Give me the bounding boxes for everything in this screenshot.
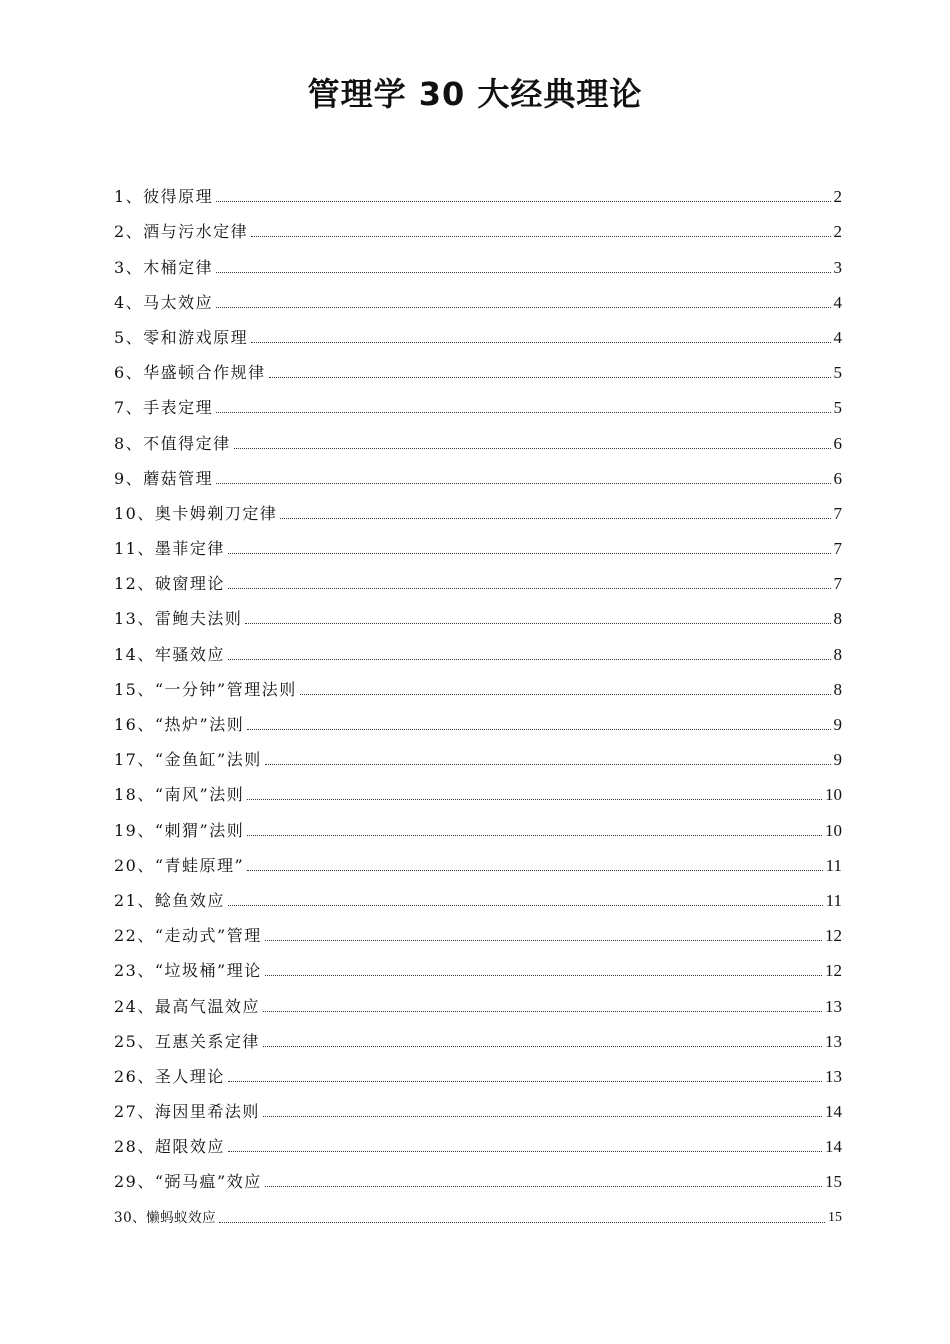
toc-entry-label: 3、木桶定律 — [114, 257, 214, 277]
toc-entry-page: 5 — [833, 363, 842, 383]
toc-entry-page: 5 — [833, 398, 842, 418]
toc-entry-page: 3 — [833, 257, 842, 277]
toc-entry-page: 10 — [825, 820, 842, 840]
toc-entry[interactable] — [114, 1052, 842, 1087]
toc-entry[interactable] — [114, 454, 842, 489]
toc-dot-leader — [247, 870, 822, 871]
toc-entry-label: 1、彼得原理 — [114, 187, 214, 207]
toc-entry[interactable] — [114, 770, 842, 805]
toc-entry-page: 15 — [825, 1172, 842, 1192]
toc-entry-label: 13、雷鲍夫法则 — [114, 609, 243, 629]
toc-entry[interactable] — [114, 383, 842, 418]
toc-entry-label: 2、酒与污水定律 — [114, 222, 249, 242]
toc-entry[interactable] — [114, 207, 842, 242]
toc-entry[interactable] — [114, 242, 842, 277]
toc-entry-page: 8 — [833, 679, 842, 699]
toc-entry[interactable] — [114, 911, 842, 946]
toc-dot-leader — [280, 518, 830, 519]
toc-entry-page: 11 — [825, 890, 842, 910]
toc-entry[interactable] — [114, 1157, 842, 1192]
toc-dot-leader — [245, 623, 830, 624]
toc-entry[interactable] — [114, 1017, 842, 1052]
toc-entry-label: 30、懒蚂蚁效应 — [114, 1209, 217, 1226]
toc-dot-leader — [265, 940, 822, 941]
toc-entry-page: 14 — [825, 1137, 842, 1157]
toc-dot-leader — [234, 448, 831, 449]
toc-dot-leader — [269, 377, 831, 378]
toc-entry-page: 4 — [833, 292, 842, 312]
toc-entry-page: 7 — [833, 539, 842, 559]
toc-entry-label: 21、鲶鱼效应 — [114, 890, 225, 910]
toc-dot-leader — [265, 975, 822, 976]
toc-entry-page: 13 — [825, 1066, 842, 1086]
toc-entry-label: 20、“青蛙原理” — [114, 855, 245, 875]
toc-entry-label: 9、蘑菇管理 — [114, 468, 214, 488]
toc-entry[interactable] — [114, 524, 842, 559]
toc-entry-label: 15、“一分钟”管理法则 — [114, 679, 297, 699]
toc-entry[interactable] — [114, 946, 842, 981]
toc-entry[interactable] — [114, 805, 842, 840]
toc-entry-page: 11 — [825, 855, 842, 875]
toc-entry[interactable] — [114, 594, 842, 629]
toc-entry-label: 27、海因里希法则 — [114, 1102, 260, 1122]
toc-entry[interactable] — [114, 665, 842, 700]
toc-dot-leader — [228, 905, 823, 906]
toc-dot-leader — [265, 1186, 822, 1187]
toc-entry-label: 11、墨菲定律 — [114, 539, 225, 559]
toc-dot-leader — [251, 236, 830, 237]
toc-dot-leader — [228, 1081, 822, 1082]
toc-entry-page: 14 — [825, 1102, 842, 1122]
toc-dot-leader — [216, 307, 830, 308]
toc-entry-page: 2 — [833, 222, 842, 242]
toc-entry[interactable] — [114, 1122, 842, 1157]
toc-entry-label: 26、圣人理论 — [114, 1066, 225, 1086]
page-title: 管理学 30 大经典理论 — [307, 75, 643, 113]
toc-entry[interactable] — [114, 700, 842, 735]
table-of-contents — [114, 172, 842, 1228]
toc-entry-page: 6 — [833, 468, 842, 488]
toc-dot-leader — [219, 1222, 825, 1223]
toc-entry[interactable] — [114, 735, 842, 770]
toc-entry[interactable] — [114, 172, 842, 207]
toc-entry-label: 28、超限效应 — [114, 1137, 225, 1157]
toc-entry[interactable] — [114, 1087, 842, 1122]
toc-entry-page: 12 — [825, 926, 842, 946]
toc-dot-leader — [228, 659, 831, 660]
toc-entry-label: 17、“金鱼缸”法则 — [114, 750, 262, 770]
toc-entry[interactable] — [114, 629, 842, 664]
toc-dot-leader — [228, 553, 831, 554]
toc-entry[interactable] — [114, 313, 842, 348]
toc-dot-leader — [263, 1046, 822, 1047]
toc-entry-page: 10 — [825, 785, 842, 805]
toc-entry-label: 18、“南风”法则 — [114, 785, 245, 805]
toc-entry-label: 22、“走动式”管理 — [114, 926, 262, 946]
toc-entry[interactable] — [114, 418, 842, 453]
toc-entry-page: 7 — [833, 503, 842, 523]
toc-entry-page: 13 — [825, 1031, 842, 1051]
toc-dot-leader — [216, 412, 830, 413]
toc-entry-page: 9 — [833, 715, 842, 734]
toc-entry[interactable] — [114, 278, 842, 313]
toc-entry[interactable] — [114, 489, 842, 524]
toc-dot-leader — [263, 1116, 822, 1117]
toc-dot-leader — [216, 272, 830, 273]
toc-entry-label: 14、牢骚效应 — [114, 644, 225, 664]
toc-entry-label: 24、最高气温效应 — [114, 996, 260, 1016]
toc-entry-page: 8 — [833, 609, 842, 629]
toc-entry-label: 19、“刺猬”法则 — [114, 820, 245, 840]
toc-entry[interactable] — [114, 981, 842, 1016]
toc-dot-leader — [247, 799, 822, 800]
toc-entry[interactable] — [114, 348, 842, 383]
toc-dot-leader — [251, 342, 830, 343]
toc-entry-label: 16、“热炉”法则 — [114, 715, 245, 734]
toc-dot-leader — [247, 729, 830, 730]
toc-dot-leader — [247, 835, 822, 836]
toc-dot-leader — [265, 764, 831, 765]
toc-entry-page: 15 — [828, 1209, 842, 1225]
toc-entry[interactable] — [114, 876, 842, 911]
toc-dot-leader — [300, 694, 831, 695]
toc-entry-label: 8、不值得定律 — [114, 433, 231, 453]
toc-entry-label: 4、马太效应 — [114, 292, 214, 312]
toc-entry-label: 6、华盛顿合作规律 — [114, 363, 266, 383]
toc-entry-page: 2 — [833, 187, 842, 207]
toc-entry[interactable] — [114, 559, 842, 594]
toc-dot-leader — [216, 201, 830, 202]
toc-entry-page: 7 — [833, 574, 842, 594]
toc-entry-label: 25、互惠关系定律 — [114, 1031, 260, 1051]
toc-dot-leader — [228, 588, 831, 589]
toc-entry-page: 4 — [833, 327, 842, 347]
toc-entry-label: 29、“弼马瘟”效应 — [114, 1172, 262, 1192]
toc-entry-page: 8 — [833, 644, 842, 664]
toc-entry-label: 5、零和游戏原理 — [114, 327, 249, 347]
toc-entry[interactable] — [114, 1192, 842, 1227]
toc-dot-leader — [228, 1151, 822, 1152]
toc-entry-page: 12 — [825, 961, 842, 981]
toc-dot-leader — [263, 1011, 822, 1012]
toc-dot-leader — [216, 483, 830, 484]
toc-entry[interactable] — [114, 841, 842, 876]
toc-entry-page: 9 — [833, 750, 842, 770]
toc-entry-label: 7、手表定理 — [114, 398, 214, 418]
toc-entry-label: 23、“垃圾桶”理论 — [114, 961, 262, 981]
toc-entry-label: 10、奥卡姆剃刀定律 — [114, 503, 278, 523]
toc-entry-page: 6 — [833, 433, 842, 453]
toc-entry-label: 12、破窗理论 — [114, 574, 225, 594]
toc-entry-page: 13 — [825, 996, 842, 1016]
